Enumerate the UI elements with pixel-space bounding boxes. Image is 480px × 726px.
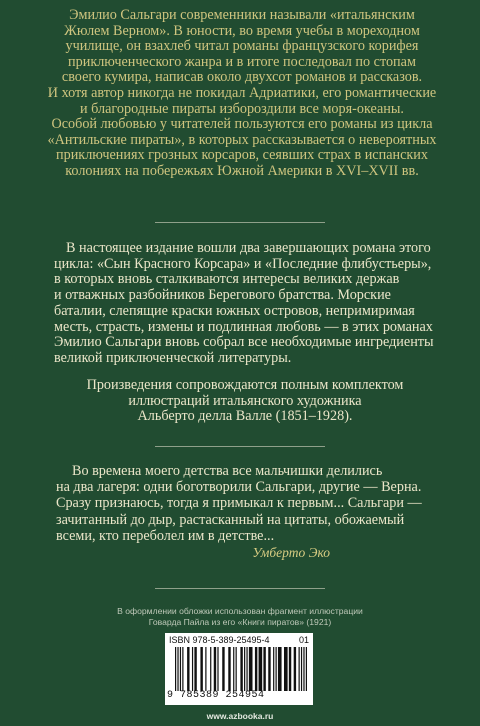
credit-line: В оформлении обложки использован фрагмент иллюстрации [117,606,363,616]
barcode-bar [214,647,216,691]
barcode-bar [222,647,224,691]
isbn-number: ISBN 978-5-389-25495-4 [169,635,270,645]
price-code: 01 [298,635,309,645]
barcode-bar [187,647,189,691]
quote-author: Умберто Эко [252,545,330,560]
barcode-bar [240,647,242,691]
description-line: в которых вновь сталкиваются интересы великих держав [54,271,400,288]
illustrations-line: иллюстраций итальянского художника [128,392,362,409]
illustrations-paragraph [60,378,430,425]
barcode-bar [278,647,282,691]
quote-line: зачитанный до дыр, растасканный на цитаты, обожаемый [56,511,405,528]
barcode-bar [299,647,300,691]
barcode-bar [301,647,302,691]
barcode-bar [294,647,296,691]
quote-paragraph [56,463,436,544]
intro-line: приключенческого жанра и в итоге последовал по стопам [68,53,416,70]
intro-line: и благородные пираты избороздили все моря-океаны. [80,100,404,117]
intro-line: Особой любовью у читателей пользуются его романы из цикла [51,116,433,133]
intro-line: училище, он взахлеб читал романы французского корифея [65,38,419,55]
barcode-bar [259,647,263,691]
barcode-bar [255,647,257,691]
description-line: цикла: «Сын Красного Корсара» и «Последние флибустьеры», [54,255,432,272]
publisher-website[interactable]: www.azbooka.ru [206,711,274,721]
intro-line: И хотя автор никогда не покидал Адриатики, его романтические [47,84,437,101]
isbn-row [169,635,309,645]
barcode-bar [263,647,265,691]
intro-paragraph [44,8,440,180]
quote-line: всеми, кто переболел им в детстве... [56,527,275,544]
barcode-bar [200,647,202,691]
barcode-bar [303,647,304,691]
barcode-bar [210,647,211,691]
barcode-bar [284,647,288,691]
barcode-bar [273,647,274,691]
section-divider [155,446,325,447]
barcode-bar [249,647,253,691]
barcode-bar [268,647,270,691]
barcode-bar [289,647,291,691]
illustrations-line: Альберто делла Валле (1851–1928). [137,408,353,425]
intro-line: Эмилио Сальгари современники называли «итальянским [69,7,415,23]
barcode-bar [182,647,183,691]
intro-line: Жюлем Верном». В юности, во время учебы в мореходном [64,22,420,39]
barcode-bar [306,647,307,691]
barcode-bars [175,647,307,691]
barcode-bar [233,647,234,691]
barcode-bar [228,647,230,691]
quote-line: Во времена моего детства все мальчишки делились [72,463,383,479]
intro-line: своего кумира, написав около двухсот романов и рассказов. [61,69,423,86]
illustration-credit [110,606,370,628]
barcode-bar [236,647,237,691]
barcode-bar [175,647,176,691]
intro-line: «Антильские пираты», в которых рассказывается о невероятных [47,131,437,148]
quote-line: Сразу признаюсь, тогда я примыкал к первым... Сальгари — [56,495,422,512]
barcode-bar [192,647,193,691]
description-line: баталии, слепящие краски южных островов, непримиримая [54,302,415,319]
barcode-digits: 9 785389 254954 [167,690,265,701]
description-paragraph [54,241,436,367]
intro-line: колониях на побережьях Южной Америки в XVI–XVII вв. [65,162,419,179]
illustrations-line: Произведения сопровождаются полным комплектом [86,377,404,393]
barcode-bar [177,647,178,691]
credit-line: Говарда Пайла из его «Книги пиратов» (1921) [148,617,332,627]
description-line: Эмилио Сальгари вновь собрал все необходимые ингредиенты [54,334,434,351]
barcode-bar [244,647,245,691]
barcode-bar [194,647,196,691]
barcode-bar [246,647,247,691]
description-line: великой приключенческой литературы. [54,349,292,366]
section-divider [155,222,325,223]
barcode-bar [217,647,218,691]
quote-line: на два лагеря: одни боготворили Сальгари, другие — Верна. [56,479,422,496]
intro-line: приключениях грозных корсаров, сеявших страх в испанских [56,147,428,164]
section-divider [155,588,325,589]
barcode-bar [276,647,277,691]
description-line: В настоящее издание вошли два завершающих романа этого [66,240,431,256]
barcode-bar [205,647,206,691]
description-line: и отважных разбойников Берегового братства. Морские [54,287,391,304]
barcode-label [165,633,313,705]
barcode-bar [180,647,181,691]
description-line: месть, страсть, измены и подлинная любовь — в этих романах [54,318,433,335]
